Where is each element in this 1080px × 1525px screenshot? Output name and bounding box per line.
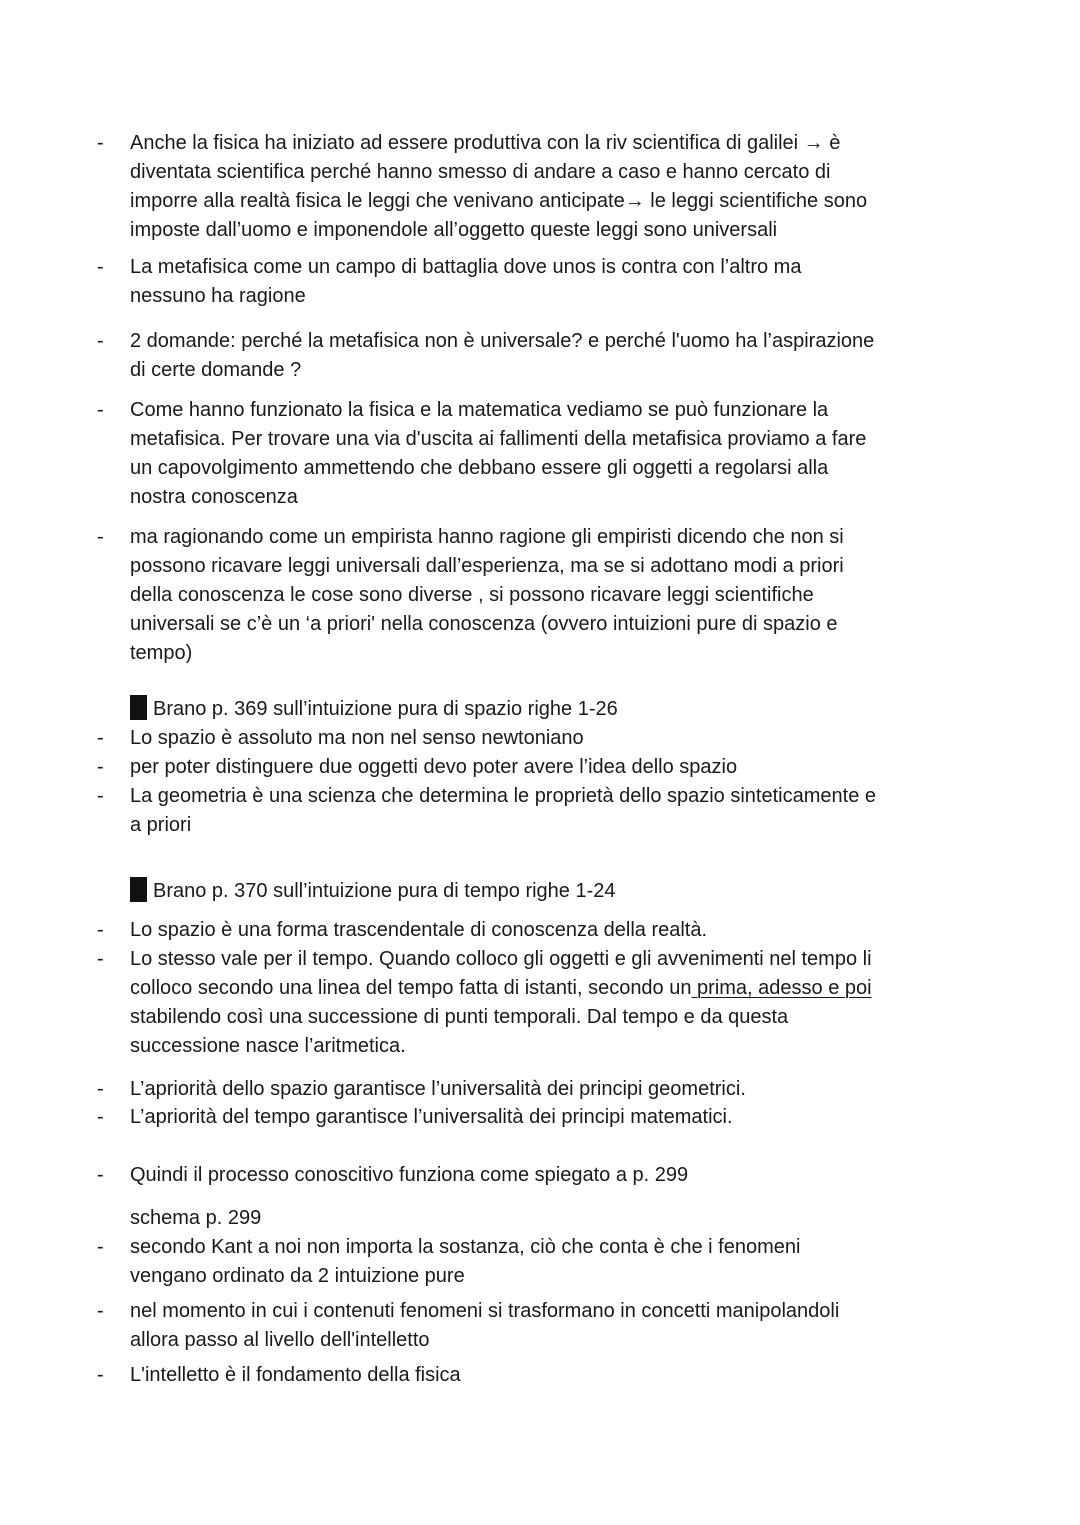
bullet-dash: - <box>97 132 104 154</box>
text-segment: colloco secondo una linea del tempo fatta di istanti, secondo un <box>130 977 692 999</box>
bullet-dash: - <box>97 330 104 352</box>
bullet-dash: - <box>97 919 104 941</box>
text-line: ma ragionando come un empirista hanno ragione gli empiristi dicendo che non si <box>130 526 844 548</box>
text-line: tempo) <box>130 642 193 664</box>
text-line: nostra conoscenza <box>130 486 298 508</box>
text-line: allora passo al livello dell'intelletto <box>130 1329 430 1351</box>
bullet-dash: - <box>97 727 104 749</box>
text-line <box>130 974 872 1003</box>
bullet-dash: - <box>97 1364 104 1386</box>
text-line: successione nasce l’aritmetica. <box>130 1035 406 1057</box>
text-line: imposte dall’uomo e imponendole all’oggetto queste leggi sono universali <box>130 219 778 241</box>
text-line: Anche la fisica ha iniziato ad essere produttiva con la riv scientifica di galilei → è <box>130 132 841 154</box>
text-line: Come hanno funzionato la fisica e la matematica vediamo se può funzionare la <box>130 399 829 421</box>
bullet-dash: - <box>97 756 104 778</box>
text-line: L'intelletto è il fondamento della fisica <box>130 1364 461 1386</box>
text-line: stabilendo così una successione di punti temporali. Dal tempo e da questa <box>130 1006 789 1028</box>
text-line: nessuno ha ragione <box>130 285 306 307</box>
text-line: nel momento in cui i contenuti fenomeni si trasformano in concetti manipolandoli <box>130 1300 840 1322</box>
bullet-dash: - <box>97 1078 104 1100</box>
bullet-dash: - <box>97 785 104 807</box>
black-marker-icon <box>130 695 147 720</box>
bullet-dash: - <box>97 1106 104 1128</box>
text-line: Lo spazio è una forma trascendentale di conoscenza della realtà. <box>130 919 708 941</box>
text-line: L’apriorità dello spazio garantisce l’universalità dei principi geometrici. <box>130 1078 746 1100</box>
bullet-dash: - <box>97 256 104 278</box>
bullet-dash: - <box>97 1300 104 1322</box>
bullet-dash: - <box>97 948 104 970</box>
text-line: L’apriorità del tempo garantisce l’universalità dei principi matematici. <box>130 1106 733 1128</box>
heading-text: Brano p. 369 sull’intuizione pura di spazio righe 1-26 <box>153 698 618 720</box>
text-line: Lo spazio è assoluto ma non nel senso newtoniano <box>130 727 584 749</box>
text-line: di certe domande ? <box>130 359 302 381</box>
section-heading <box>130 877 616 906</box>
heading-text: Brano p. 370 sull’intuizione pura di tempo righe 1-24 <box>153 880 616 902</box>
bullet-dash: - <box>97 526 104 548</box>
bullet-dash: - <box>97 1164 104 1186</box>
text-line: metafisica. Per trovare una via d'uscita ai fallimenti della metafisica proviamo a fare <box>130 428 867 450</box>
text-line: La geometria è una scienza che determina le proprietà dello spazio sinteticamente e <box>130 785 876 807</box>
text-line: della conoscenza le cose sono diverse , si possono ricavare leggi scientifiche <box>130 584 814 606</box>
text-line: vengano ordinato da 2 intuizione pure <box>130 1265 465 1287</box>
text-line: universali se c’è un ‘a priori' nella conoscenza (ovvero intuizioni pure di spazio e <box>130 613 838 635</box>
text-line: diventata scientifica perché hanno smesso di andare a caso e hanno cercato di <box>130 161 831 183</box>
text-line: possono ricavare leggi universali dall’esperienza, ma se si adottano modi a priori <box>130 555 844 577</box>
text-line: 2 domande: perché la metafisica non è universale? e perché l'uomo ha l’aspirazione <box>130 330 875 352</box>
black-marker-icon <box>130 877 147 902</box>
text-line: La metafisica come un campo di battaglia dove unos is contra con l’altro ma <box>130 256 802 278</box>
underlined-text: prima, adesso e poi <box>691 977 872 999</box>
text-line: un capovolgimento ammettendo che debbano essere gli oggetti a regolarsi alla <box>130 457 829 479</box>
text-line: per poter distinguere due oggetti devo poter avere l’idea dello spazio <box>130 756 738 778</box>
bullet-dash: - <box>97 399 104 421</box>
section-heading <box>130 695 618 724</box>
text-line: secondo Kant a noi non importa la sostanza, ciò che conta è che i fenomeni <box>130 1236 801 1258</box>
bullet-dash: - <box>97 1236 104 1258</box>
text-line: Lo stesso vale per il tempo. Quando colloco gli oggetti e gli avvenimenti nel tempo li <box>130 948 872 970</box>
text-line: a priori <box>130 814 192 836</box>
schema-note: schema p. 299 <box>130 1207 262 1229</box>
text-line: Quindi il processo conoscitivo funziona come spiegato a p. 299 <box>130 1164 689 1186</box>
text-line: imporre alla realtà fisica le leggi che venivano anticipate→ le leggi scientifiche sono <box>130 190 868 212</box>
